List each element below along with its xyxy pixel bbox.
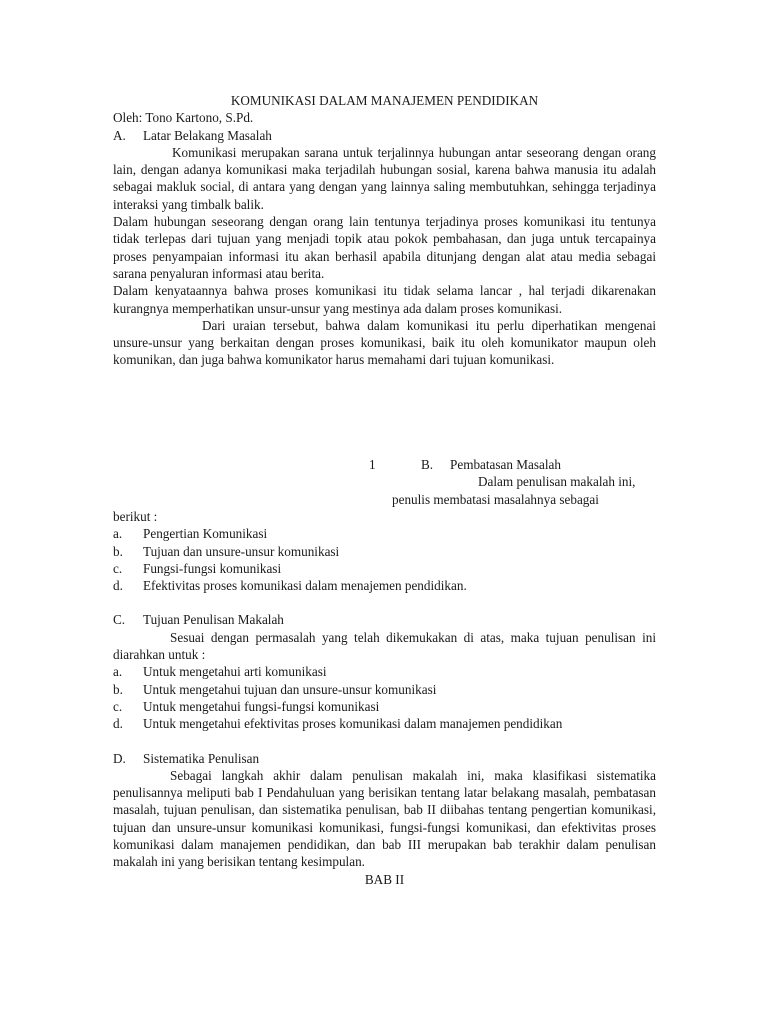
section-a-paragraph-3: Dalam kenyataannya bahwa proses komunikasi itu tidak selama lancar , hal terjadi dikarenakan kurangnya memperhatikan unsur-unsur yang mestinya ada dalam proses komunikasi. — [113, 283, 656, 316]
lower-block — [113, 508, 656, 888]
list-item: b. Untuk mengetahui tujuan dan unsure-unsur komunikasi — [113, 681, 437, 697]
list-item: d. Untuk mengetahui efektivitas proses komunikasi dalam manajemen pendidikan — [113, 716, 563, 732]
section-b-title: Pembatasan Masalah — [450, 457, 561, 472]
list-item: c. Untuk mengetahui fungsi-fungsi komunikasi — [113, 698, 380, 714]
section-a-paragraph-2: Dalam hubungan seseorang dengan orang lain tentunya terjadinya proses komunikasi itu tentunya tidak terlepas dari tujuan yang menjadi topik atau pokok pembahasan, dan juga untuk tercapainya proses penyampaian informasi itu akan berhasil apabila ditunjang dengan alat atau media sebagai sarana penyaluran informasi atau berita. — [113, 214, 656, 281]
section-d-title: Sistematika Penulisan — [143, 750, 260, 766]
section-c-title: Tujuan Penulisan Makalah — [143, 612, 284, 628]
section-a-paragraph-1: Komunikasi merupakan sarana untuk terjalinnya hubungan antar seseorang dengan orang lain, dengan adanya komunikasi maka terjadilah hubungan sosial, karena bahwa manusia itu adalah sebagai makluk social, di antara yang dengan yang lainnya saling membutuhkan, sehingga terjadinya interaksi yang timbalk balik. — [113, 144, 656, 212]
author-line: Oleh: Tono Kartono, S.Pd. — [113, 110, 254, 126]
list-item: a. Untuk mengetahui arti komunikasi — [113, 664, 327, 680]
page-number: 1 — [369, 457, 376, 472]
section-a-title: Latar Belakang Masalah — [143, 127, 272, 143]
list-item: c. Fungsi-fungsi komunikasi — [113, 560, 282, 576]
list-item: d. Efektivitas proses komunikasi dalam menajemen pendidikan. — [113, 578, 467, 594]
section-a-paragraph-4: Dari uraian tersebut, bahwa dalam komunikasi itu perlu diperhatikan mengenai unsure-unsur yang berkaitan dengan proses komunikasi, baik itu oleh komunikator maupun oleh komunikan, dan juga bahwa komunikator harus memahami dari tujuan komunikasi. — [113, 317, 656, 368]
section-b-line-1: Dalam penulisan makalah ini, — [478, 474, 636, 489]
section-a-heading — [113, 127, 656, 144]
section-c-intro: Sesuai dengan permasalah yang telah dikemukakan di atas, maka tujuan penulisan ini diarahkan untuk : — [113, 629, 656, 663]
section-c-list — [113, 663, 656, 732]
section-b-label: B. — [421, 457, 434, 472]
list-item: b. Tujuan dan unsure-unsur komunikasi — [113, 543, 340, 559]
section-b-list — [113, 525, 656, 594]
document-title: KOMUNIKASI DALAM MANAJEMEN PENDIDIKAN — [230, 93, 539, 108]
section-a-block — [113, 92, 656, 369]
section-c-heading — [113, 611, 656, 628]
section-d-label: D. — [113, 750, 126, 766]
section-a-label: A. — [113, 127, 126, 143]
list-item: a. Pengertian Komunikasi — [113, 526, 268, 542]
section-c-label: C. — [113, 612, 126, 628]
section-d-heading — [113, 750, 656, 767]
section-d-paragraph: Sebagai langkah akhir dalam penulisan makalah ini, maka klasifikasi sistematika penulisannya meliputi bab I Pendahuluan yang berisikan tentang latar belakang masalah, pembatasan masalah, tujuan penulisan, dan sistematika penulisan, bab II diibahas tentang pengertian komunikasi, tujuan dan unsure-unsur komunikasi komunikasi, fungsi-fungsi komunikasi, dan efektivitas proses komunikasi dalam manajemen pendidikan, dan bab III merupakan bab terakhir dalam penulisan makalah ini yang berisikan tentang kesimpulan. — [113, 767, 656, 870]
section-b-line-3: berikut : — [113, 509, 158, 524]
section-b-line-2: penulis membatasi masalahnya sebagai — [392, 492, 599, 507]
next-chapter-heading: BAB II — [364, 871, 405, 887]
